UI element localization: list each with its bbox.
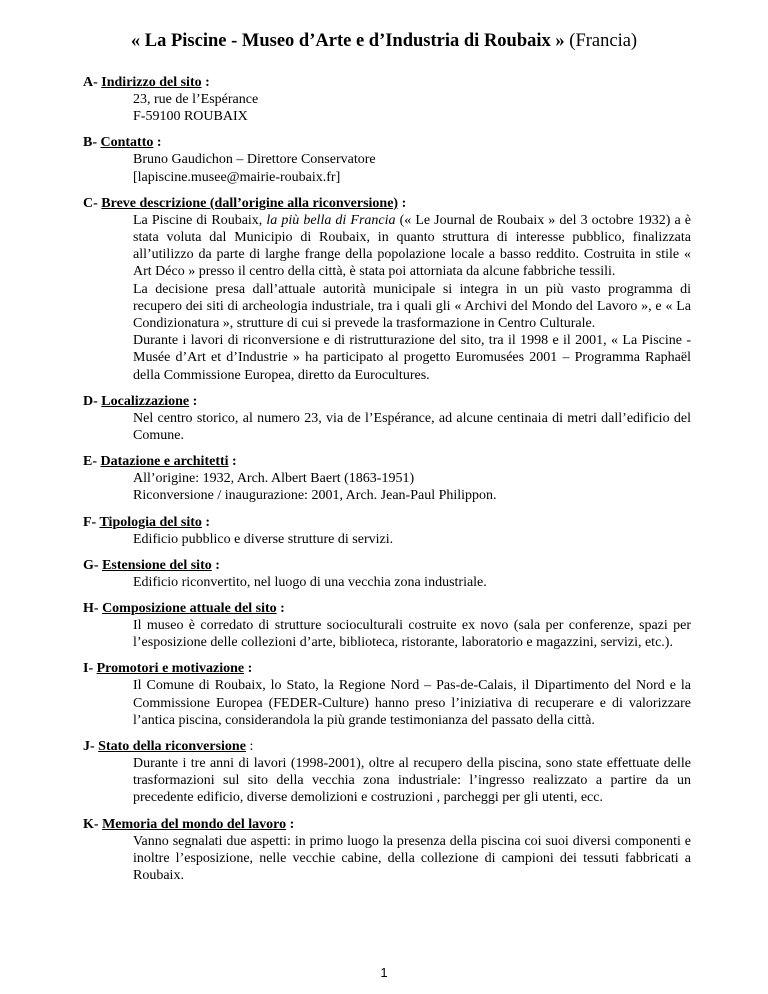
section-heading: K- Memoria del mondo del lavoro :: [83, 816, 295, 832]
section-body: [133, 212, 691, 384]
page-title: [0, 30, 768, 52]
section-text: Nel centro storico, al numero 23, via de l’Espérance, ad alcune centinaia di metri dall’edificio del Comune.: [133, 410, 691, 444]
section-text: Durante i tre anni di lavori (1998-2001), oltre al recupero della piscina, sono state effettuate delle trasformazioni sul sito della vecchia zona industriale: l’ingresso realizzato a partire da un precedente edificio, diverse demolizioni e costruzioni , parcheggi per gli utenti, ecc.: [133, 756, 691, 806]
section-label: Tipologia del sito: [99, 514, 202, 530]
section-body: [133, 470, 691, 504]
section-label: Indirizzo del sito: [101, 75, 202, 90]
section-heading: E- Datazione e architetti :: [83, 454, 237, 470]
section-body: [133, 151, 691, 185]
section-heading: A- Indirizzo del sito :: [83, 75, 210, 90]
section-f-typology: [83, 514, 691, 548]
section-i-promoters: [83, 660, 691, 729]
section-heading: J- Stato della riconversione :: [83, 739, 254, 755]
section-label: Contatto: [100, 135, 154, 151]
section-body: [133, 833, 691, 885]
section-a-address: [83, 74, 691, 125]
contact-name: Bruno Gaudichon – Direttore Conservatore: [133, 152, 376, 168]
section-g-extent: [83, 557, 691, 591]
section-label: Estensione del sito: [102, 557, 212, 573]
section-text: Edificio pubblico e diverse strutture di servizi.: [133, 531, 394, 547]
section-heading: I- Promotori e motivazione :: [83, 661, 253, 677]
section-heading: G- Estensione del sito :: [83, 557, 220, 573]
section-body: [133, 617, 691, 651]
section-heading: B- Contatto :: [83, 135, 162, 151]
section-heading: C- Breve descrizione (dall’origine alla riconversione) :: [83, 195, 407, 211]
page-number: 1: [380, 965, 388, 980]
contact-email: [lapiscine.musee@mairie-roubaix.fr]: [133, 169, 341, 185]
section-body: [133, 91, 691, 125]
document-content: [83, 74, 691, 893]
section-e-dating: [83, 453, 691, 504]
dating-origin: All’origine: 1932, Arch. Albert Baert (1863-1951): [133, 471, 415, 487]
section-body: [133, 574, 691, 591]
dating-conversion: Riconversione / inaugurazione: 2001, Arch. Jean-Paul Philippon.: [133, 488, 497, 504]
section-h-composition: [83, 600, 691, 651]
section-text: Il Comune di Roubaix, lo Stato, la Regione Nord – Pas-de-Calais, il Dipartimento del Nord e la Commissione Europea (FEDER-Culture) hanno preso l’iniziativa di recuperare e di valorizzare l’antica piscina, considerandola la più grande testimonianza del passato della città.: [133, 678, 691, 728]
section-label: Stato della riconversione: [98, 739, 246, 755]
section-text: Vanno segnalati due aspetti: in primo luogo la presenza della piscina coi suoi diversi componenti e inoltre l’esposizione, nelle vecchie cabine, della collezione di campioni dei tessuti fabbricati a Roubaix.: [133, 833, 691, 884]
section-d-location: [83, 393, 691, 444]
section-label: Composizione attuale del sito: [102, 601, 277, 617]
section-label: Promotori e motivazione: [96, 661, 245, 677]
section-text: Il museo è corredato di strutture socioculturali costruite ex novo (sala per conferenze, spazi per l’esposizione delle collezioni d’arte, biblioteca, ristorante, laboratorio e magazzini, servizi, etc.).: [133, 618, 691, 651]
section-label: Datazione e architetti: [100, 454, 229, 470]
title-main: « La Piscine - Museo d’Arte e d’Industria di Roubaix »: [130, 31, 565, 51]
section-k-memory: [83, 816, 691, 885]
section-body: [133, 755, 691, 807]
description-paragraph: La Piscine di Roubaix, la più bella di Francia (« Le Journal de Roubaix » del 3 octobre 1932) a è stata voluta dal Municipio di Roubaix, in quanto struttura di interesse pubblico, finalizzata all’utilizzo da parte di larghe frange della popolazione locale a basso reddito. Costruita in stile « Art Déco » presso il centro della città, è stata poi attorniata da alcune fabbriche tessili.: [133, 212, 691, 280]
address-street: 23, rue de l’Espérance: [133, 92, 259, 107]
description-paragraph: La decisione presa dall’attuale autorità municipale si integra in un più vasto programma di recupero dei siti di archeologia industriale, tra i quali gli « Archivi del Mondo del Lavoro », e « La Condizionatura », strutture di cui si prevede la trasformazione in Centro Culturale.: [133, 281, 691, 332]
address-city: F-59100 ROUBAIX: [133, 109, 248, 125]
section-body: [133, 677, 691, 729]
section-c-description: [83, 195, 691, 384]
title-country: (Francia): [564, 31, 638, 51]
section-j-status: [83, 738, 691, 807]
section-body: [133, 531, 691, 548]
section-heading: D- Localizzazione :: [83, 393, 198, 409]
section-body: [133, 410, 691, 444]
section-b-contact: [83, 134, 691, 185]
section-heading: H- Composizione attuale del sito :: [83, 601, 285, 617]
section-text: Edificio riconvertito, nel luogo di una vecchia zona industriale.: [133, 574, 487, 590]
section-heading: F- Tipologia del sito :: [83, 514, 211, 530]
section-label: Breve descrizione (dall’origine alla riconversione): [101, 195, 399, 211]
description-paragraph: Durante i lavori di riconversione e di ristrutturazione del sito, tra il 1998 e il 2001, « La Piscine - Musée d’Art et d’Industrie » ha participato al progetto Euromusées 2001 – Programma Raphaël della Commissione Europea, diretto da Eurocultures.: [133, 333, 691, 383]
section-label: Localizzazione: [101, 393, 190, 409]
section-label: Memoria del mondo del lavoro: [102, 816, 287, 832]
